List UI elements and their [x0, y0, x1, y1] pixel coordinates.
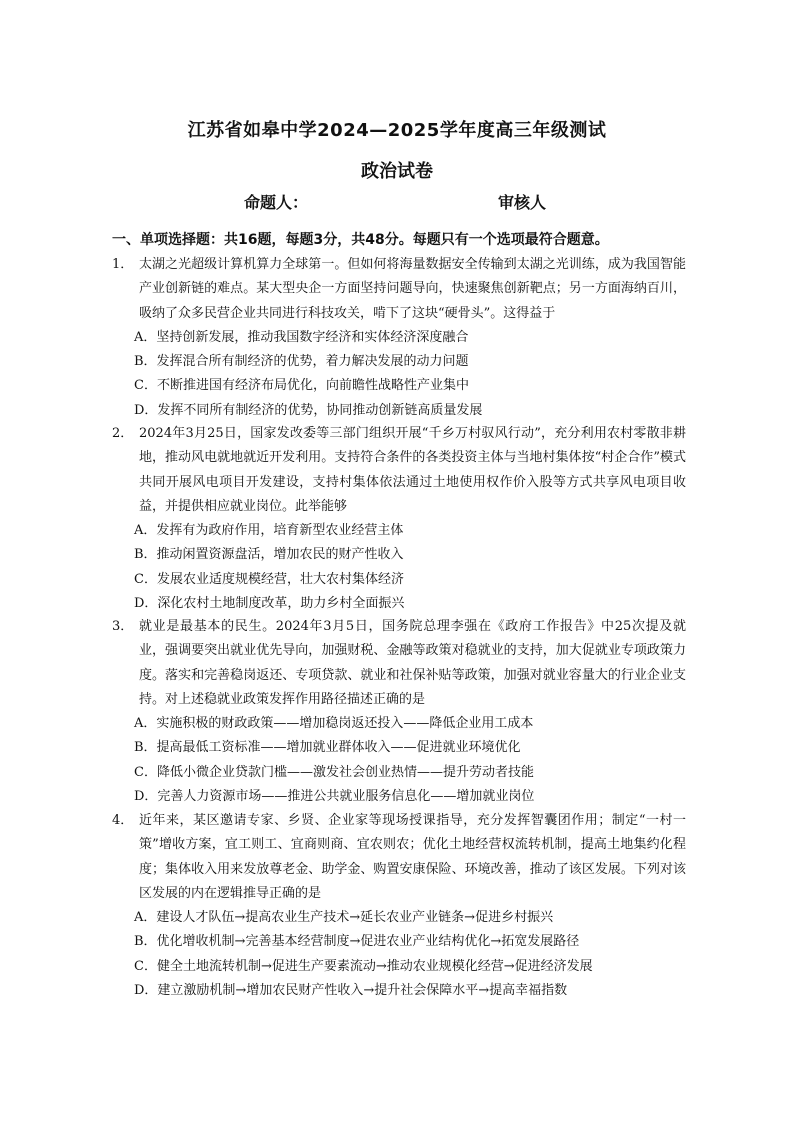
- question-2: [112, 422, 686, 616]
- option-a: A．实施积极的财政政策——增加稳岗返还投入——降低企业用工成本: [134, 716, 534, 732]
- exam-subtitle: 政治试卷: [361, 161, 433, 182]
- question-stem: 太湖之光超级计算机算力全球第一。但如何将海量数据安全传输到太湖之光训练，成为我国智能产业创新链的难点。某大型央企一方面坚持问题导向，快速聚焦创新靶点；另一方面海纳百川，吸纳了众多民营企业共同进行科技攻关，啃下了这块“硬骨头”。这得益于: [139, 257, 686, 321]
- option-c: C．发展农业适度规模经营，壮大农村集体经济: [134, 571, 404, 587]
- author-label: 命题人：: [244, 193, 309, 212]
- option-c: C．降低小微企业贷款门槛——激发社会创业热情——提升劳动者技能: [134, 764, 534, 780]
- question-number: 4．: [112, 813, 134, 828]
- option-c: C．健全土地流转机制→促进生产要素流动→推动农业规模化经营→促进经济发展: [134, 958, 593, 974]
- option-d: D．发挥不同所有制经济的优势，协同推动创新链高质量发展: [134, 402, 483, 418]
- option-a: A．建设人才队伍→提高农业生产技术→延长农业产业链条→促进乡村振兴: [134, 910, 554, 926]
- question-number: 2．: [112, 426, 134, 441]
- question-3: [112, 615, 686, 809]
- question-stem: 近年来，某区邀请专家、乡贤、企业家等现场授课指导，充分发挥智囊团作用；制定“一村一策”增收方案，宜工则工、宜商则商、宜农则农；优化土地经营权流转机制，提高土地集约化程度；集体收入用来发放尊老金、助学金、购置安康保险、环境改善，推动了该区发展。下列对该区发展的内在逻辑推导正确的是: [139, 813, 686, 901]
- option-b: B．提高最低工资标准——增加就业群体收入——促进就业环境优化: [134, 740, 521, 756]
- question-number: 3．: [112, 619, 134, 634]
- section-heading: 一、单项选择题：共16题，每题3分，共48分。每题只有一个选项最符合题意。: [112, 232, 609, 248]
- question-number: 1．: [112, 257, 134, 272]
- question-1: [112, 253, 686, 423]
- option-b: B．推动闲置资源盘活，增加农民的财产性收入: [134, 547, 404, 563]
- option-b: B．发挥混合所有制经济的优势，着力解决发展的动力问题: [134, 354, 469, 370]
- exam-title: 江苏省如皋中学2024—2025学年度高三年级测试: [187, 120, 607, 141]
- option-b: B．优化增收机制→完善基本经营制度→促进农业产业结构优化→拓宽发展路径: [134, 934, 580, 950]
- option-d: D．完善人力资源市场——推进公共就业服务信息化——增加就业岗位: [134, 789, 535, 805]
- option-a: A．坚持创新发展，推动我国数字经济和实体经济深度融合: [134, 329, 469, 345]
- question-stem: 2024年3月25日，国家发改委等三部门组织开展“千乡万村驭风行动”，充分利用农村零散非耕地，推动风电就地就近开发利用。支持符合条件的各类投资主体与当地村集体按“村企合作”模式共同开展风电项目开发建设，支持村集体依法通过土地使用权作价入股等方式共享风电项目收益，并提供相应就业岗位。此举能够: [139, 426, 686, 514]
- option-c: C．不断推进国有经济布局优化，向前瞻性战略性产业集中: [134, 378, 469, 394]
- question-stem: 就业是最基本的民生。2024年3月5日，国务院总理李强在《政府工作报告》中25次提及就业，强调要突出就业优先导向，加强财税、金融等政策对稳就业的支持，加大促就业专项政策力度。落实和完善稳岗返还、专项贷款、就业和社保补贴等政策，加强对就业容量大的行业企业支持。对上述稳就业政策发挥作用路径描述正确的是: [139, 619, 686, 707]
- question-4: [112, 809, 686, 1003]
- option-d: D．深化农村土地制度改革，助力乡村全面振兴: [134, 596, 405, 612]
- option-d: D．建立激励机制→增加农民财产性收入→提升社会保障水平→提高幸福指数: [134, 983, 568, 999]
- option-a: A．发挥有为政府作用，培育新型农业经营主体: [134, 523, 404, 539]
- reviewer-label: 审核人: [498, 193, 547, 212]
